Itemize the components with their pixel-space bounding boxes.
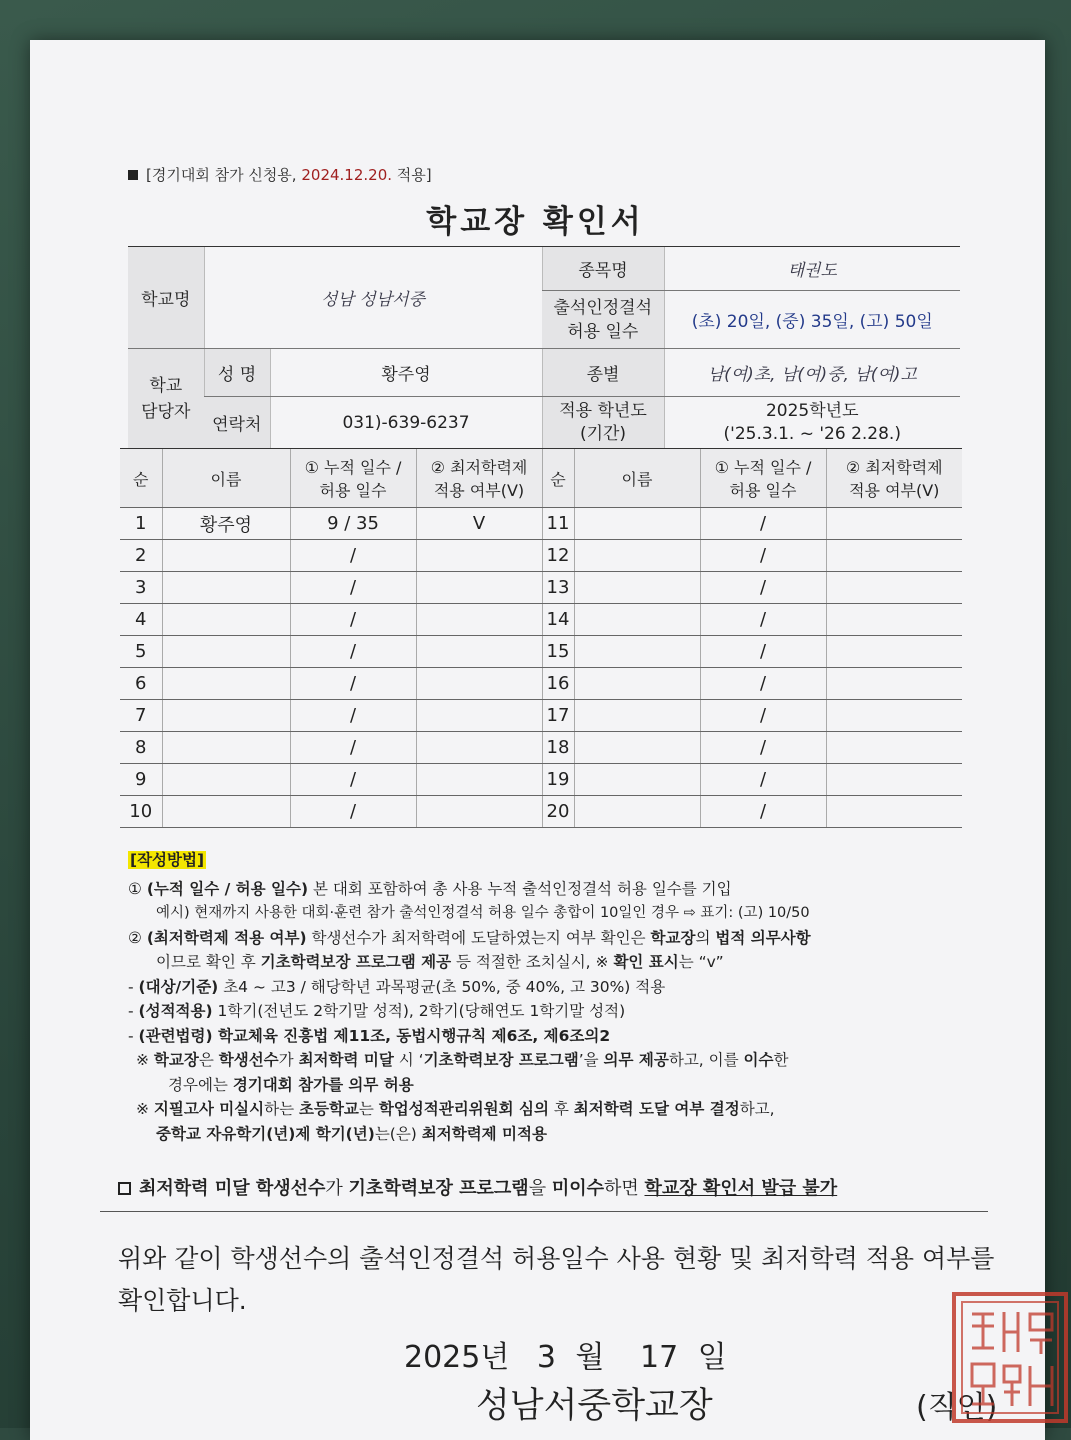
year-value-line2: ('25.3.1. ~ '26 2.28.) <box>723 423 901 444</box>
instruction-line-8 <box>128 1048 998 1073</box>
row-no: 11 <box>542 508 574 540</box>
text-bold: 학생선수 <box>218 1051 279 1069</box>
date-day-num: 17 <box>640 1340 679 1375</box>
text-bold: 학교장 <box>153 1051 199 1069</box>
header-name-right: 이름 <box>574 449 700 508</box>
school-label: 학교명 <box>128 247 204 349</box>
text: 은 <box>198 1051 219 1069</box>
gender-label: 종별 <box>542 349 664 397</box>
header-suffix: 적용] <box>396 166 432 184</box>
row-no: 9 <box>120 764 162 796</box>
table-row <box>120 508 962 540</box>
row-days: / <box>290 764 416 796</box>
allow-label-line1: 출석인정결석 <box>553 297 653 318</box>
row-apply: V <box>416 508 542 540</box>
text: ※ <box>136 1051 154 1069</box>
sport-value: 태권도 <box>664 247 960 291</box>
header-days-right-line1: ① 누적 일수 / <box>714 458 812 477</box>
row-no: 17 <box>542 700 574 732</box>
instruction-line-5 <box>128 975 998 1000</box>
row-apply <box>826 732 962 764</box>
row-name <box>162 700 290 732</box>
instruction-line-6 <box>128 999 998 1024</box>
text-bold: 지필고사 미실시 <box>153 1100 265 1118</box>
year-label-line2: (기간) <box>579 423 627 444</box>
row-days: / <box>700 764 826 796</box>
row-name: 황주영 <box>162 508 290 540</box>
manager-label-line2: 담당자 <box>141 401 191 422</box>
row-no: 5 <box>120 636 162 668</box>
year-value-line1: 2025학년도 <box>765 400 859 421</box>
sport-label: 종목명 <box>542 247 664 291</box>
row-no: 7 <box>120 700 162 732</box>
row-days: / <box>290 604 416 636</box>
row-no: 13 <box>542 572 574 604</box>
row-name <box>574 540 700 572</box>
instruction-line-9 <box>128 1073 998 1098</box>
text: 초4 ~ 고3 / 해당학년 과목평균(초 50%, 중 40%, 고 30%) 적용 <box>218 977 666 996</box>
text: 시 ‘ <box>393 1051 424 1069</box>
row-no: 3 <box>120 572 162 604</box>
row-name <box>574 732 700 764</box>
table-row <box>120 700 962 732</box>
row-days: / <box>700 604 826 636</box>
date-month-num: 3 <box>536 1340 556 1375</box>
row-no: 18 <box>542 732 574 764</box>
text-bold: 기초학력보장 프로그램 제공 <box>260 953 452 971</box>
row-apply <box>826 796 962 828</box>
header-days-left <box>290 449 416 508</box>
confirmation-text: 위와 같이 학생선수의 출석인정결석 허용일수 사용 현황 및 최저학력 적용 여부를 확인합니다. <box>118 1244 995 1315</box>
row-apply <box>416 604 542 636</box>
row-apply <box>826 764 962 796</box>
text-bold: (성적적용) <box>138 1002 213 1020</box>
year-value <box>664 397 960 449</box>
document-title: 학교장 확인서 <box>426 204 645 240</box>
row-days: / <box>290 732 416 764</box>
text: 하는 <box>264 1100 300 1118</box>
header-days-right-line2: 허용 일수 <box>729 481 797 500</box>
row-apply <box>826 540 962 572</box>
header-days-left-line2: 허용 일수 <box>319 481 387 500</box>
row-apply <box>416 700 542 732</box>
row-no: 1 <box>120 508 162 540</box>
table-row <box>120 668 962 700</box>
date-year: 2025년 <box>404 1340 510 1375</box>
row-days: / <box>700 540 826 572</box>
name-label: 성 명 <box>204 349 270 397</box>
table-row <box>120 636 962 668</box>
text: 의 <box>695 928 716 947</box>
text: ① <box>128 879 147 898</box>
year-label-line1: 적용 학년도 <box>559 400 647 421</box>
instructions-section <box>128 848 998 1146</box>
instructions-tag: [작성방법] <box>130 851 205 869</box>
text: - <box>128 977 139 996</box>
row-days: 9 / 35 <box>290 508 416 540</box>
text-bold: (최저학력제 적용 여부) <box>146 928 307 947</box>
row-name <box>162 796 290 828</box>
row-apply <box>416 540 542 572</box>
row-apply <box>416 572 542 604</box>
text: 경우에는 <box>168 1075 233 1094</box>
text: ※ <box>136 1100 154 1118</box>
row-name <box>162 572 290 604</box>
text-bold: 초등학교 <box>299 1100 359 1118</box>
row-name <box>162 668 290 700</box>
instruction-line-7 <box>128 1024 998 1049</box>
final-notice <box>118 1174 837 1200</box>
row-name <box>574 636 700 668</box>
text: - <box>128 1026 139 1045</box>
manager-label-line1: 학교 <box>149 375 183 396</box>
official-seal-icon <box>950 1290 1070 1425</box>
header-days-left-line1: ① 누적 일수 / <box>304 458 402 477</box>
text: 을 <box>528 1178 552 1199</box>
text: 1학기(전년도 2학기말 성적), 2학기(당해연도 1학기말 성적) <box>212 1002 626 1020</box>
row-name <box>574 508 700 540</box>
row-days: / <box>700 796 826 828</box>
text-bold: 경기대회 참가를 의무 허용 <box>232 1075 414 1094</box>
header-apply-left <box>416 449 542 508</box>
text: - <box>128 1002 139 1020</box>
text: 가 <box>278 1051 299 1069</box>
header-apply-left-line2: 적용 여부(V) <box>433 481 525 500</box>
header-no-left: 순 <box>120 449 162 508</box>
text: 하면 <box>604 1178 645 1199</box>
text-bold: 최저학력 미달 <box>298 1051 394 1069</box>
text-underlined: 학교장 확인서 발급 불가 <box>644 1178 838 1199</box>
text: 후 <box>548 1100 574 1118</box>
row-no: 6 <box>120 668 162 700</box>
row-name <box>574 796 700 828</box>
table-row <box>120 796 962 828</box>
text: 한 <box>773 1051 789 1069</box>
text: 등 적절한 조치실시, ※ <box>451 953 614 971</box>
header-days-right <box>700 449 826 508</box>
row-days: / <box>700 668 826 700</box>
instruction-line-3 <box>128 926 998 951</box>
row-name <box>162 604 290 636</box>
text-bold: 최저학력 도달 여부 결정 <box>573 1100 740 1118</box>
text: 는 <box>358 1100 379 1118</box>
text-bold: 학교장 <box>650 928 696 947</box>
row-apply <box>826 508 962 540</box>
divider <box>100 1211 988 1212</box>
row-no: 19 <box>542 764 574 796</box>
row-name <box>162 732 290 764</box>
row-days: / <box>290 700 416 732</box>
manager-label <box>128 349 204 449</box>
row-name <box>162 636 290 668</box>
contact-label: 연락처 <box>204 397 270 449</box>
date-month: 월 <box>575 1340 605 1375</box>
text: 하고, <box>739 1100 775 1118</box>
instruction-line-1 <box>128 877 998 902</box>
row-days: / <box>290 796 416 828</box>
row-apply <box>416 668 542 700</box>
instruction-line-10 <box>128 1097 998 1122</box>
square-bullet-icon <box>128 170 138 180</box>
text: 본 대회 포함하여 총 사용 누적 출석인정결석 허용 일수를 기입 <box>308 879 732 898</box>
row-days: / <box>700 636 826 668</box>
text-bold: 중학교 자유학기(년)제 학기(년) <box>156 1124 375 1143</box>
text-bold: (관련법령) <box>138 1026 213 1045</box>
row-name <box>574 700 700 732</box>
row-apply <box>826 572 962 604</box>
row-no: 16 <box>542 668 574 700</box>
row-days: / <box>700 508 826 540</box>
text: 가 <box>325 1178 349 1199</box>
text: 학생선수가 최저학력에 도달하였는지 여부 확인은 <box>306 928 651 947</box>
row-no: 14 <box>542 604 574 636</box>
form-header-note <box>128 164 432 185</box>
row-no: 2 <box>120 540 162 572</box>
seal-label: (직인) <box>916 1390 998 1425</box>
name-value: 황주영 <box>270 349 542 397</box>
row-apply <box>416 764 542 796</box>
text: 이므로 확인 후 <box>156 953 261 971</box>
text-bold: 기초학력보장 프로그램 <box>348 1178 529 1199</box>
allow-label <box>542 291 664 349</box>
header-apply-right-line2: 적용 여부(V) <box>849 481 940 500</box>
row-name <box>574 668 700 700</box>
row-apply <box>826 636 962 668</box>
row-name <box>162 540 290 572</box>
row-days: / <box>700 732 826 764</box>
text: ② <box>128 928 147 947</box>
text-bold: 의무 제공 <box>603 1051 669 1069</box>
row-no: 10 <box>120 796 162 828</box>
instruction-line-2: 예시) 현재까지 사용한 대회·훈련 참가 출석인정결석 허용 일수 총합이 10일인 경우 ⇨ 표기: (고) 10/50 <box>156 905 810 921</box>
text-bold: 최저학력제 미적용 <box>421 1124 547 1143</box>
header-no-right: 순 <box>542 449 574 508</box>
table-row <box>120 540 962 572</box>
instruction-line-11 <box>128 1122 998 1147</box>
table-row <box>120 604 962 636</box>
row-days: / <box>700 700 826 732</box>
year-label <box>542 397 664 449</box>
text-bold: 이수 <box>743 1051 774 1069</box>
contact-value: 031)-639-6237 <box>270 397 542 449</box>
header-apply-left-line1: ② 최저학력제 <box>430 458 528 477</box>
row-days: / <box>290 668 416 700</box>
table-row <box>120 732 962 764</box>
athlete-list-table <box>120 448 962 828</box>
text-bold: 최저학력 미달 학생선수 <box>139 1178 326 1199</box>
text-bold: 학교체육 진흥법 제11조, 동법시행규칙 제6조, 제6조의2 <box>212 1026 611 1045</box>
row-name <box>574 604 700 636</box>
arrow-box-icon <box>118 1182 131 1195</box>
row-name <box>574 572 700 604</box>
text-bold: (대상/기준) <box>138 977 219 996</box>
allow-value: (초) 20일, (중) 35일, (고) 50일 <box>664 291 960 349</box>
row-days: / <box>290 572 416 604</box>
row-apply <box>416 732 542 764</box>
row-no: 20 <box>542 796 574 828</box>
row-no: 15 <box>542 636 574 668</box>
text-bold: (누적 일수 / 허용 일수) <box>146 879 309 898</box>
row-apply <box>826 700 962 732</box>
text-bold: 법적 의무사항 <box>715 928 811 947</box>
gender-value: 남(여)초, 남(여)중, 남(여)고 <box>664 349 960 397</box>
row-apply <box>416 636 542 668</box>
header-prefix: [경기대회 참가 신청용, <box>146 166 297 184</box>
header-name-left: 이름 <box>162 449 290 508</box>
header-apply-right-line1: ② 최저학력제 <box>845 458 943 477</box>
date-day: 일 <box>697 1340 727 1375</box>
table-row <box>120 764 962 796</box>
text-bold: 미이수 <box>551 1178 604 1199</box>
text-bold: 학업성적관리위원회 심의 <box>378 1100 549 1118</box>
row-apply <box>826 668 962 700</box>
allow-label-line2: 허용 일수 <box>567 321 639 342</box>
text: ’을 <box>578 1051 604 1069</box>
principal-title: 성남서중학교장 <box>476 1386 713 1426</box>
row-no: 4 <box>120 604 162 636</box>
text-bold: 확인 표시 <box>613 953 679 971</box>
header-date: 2024.12.20. <box>301 166 393 184</box>
text: 하고, 이를 <box>668 1051 744 1069</box>
row-apply <box>416 796 542 828</box>
row-days: / <box>700 572 826 604</box>
header-apply-right <box>826 449 962 508</box>
row-name <box>574 764 700 796</box>
text: 는 “v” <box>678 953 724 971</box>
row-days: / <box>290 636 416 668</box>
school-value: 성남 성남서중 <box>204 247 542 349</box>
text-bold: 기초학력보장 프로그램 <box>423 1051 579 1069</box>
row-name <box>162 764 290 796</box>
issue-date <box>404 1332 727 1376</box>
row-no: 8 <box>120 732 162 764</box>
row-days: / <box>290 540 416 572</box>
table-row <box>120 572 962 604</box>
instruction-line-4 <box>128 950 998 975</box>
info-table <box>128 246 960 449</box>
list-header-row <box>120 449 962 508</box>
row-no: 12 <box>542 540 574 572</box>
row-apply <box>826 604 962 636</box>
text: 는(은) <box>374 1124 422 1143</box>
